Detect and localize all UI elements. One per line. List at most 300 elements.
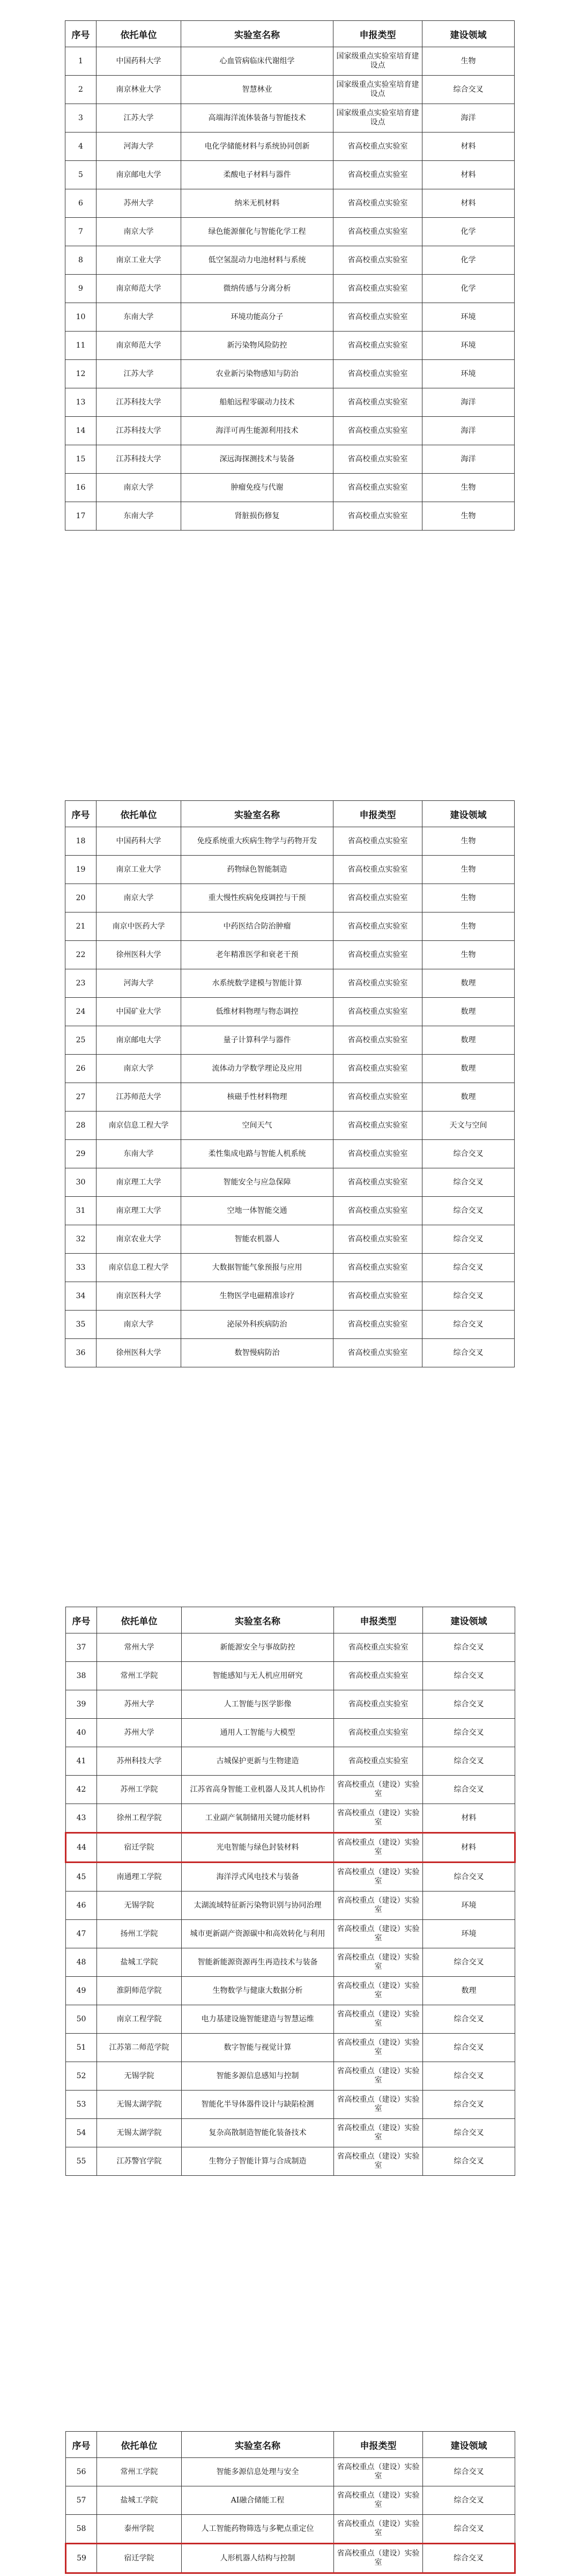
table-row [66, 1719, 515, 1747]
cell-type: 省高校重点实验室 [333, 884, 422, 912]
table-row [65, 1083, 515, 1112]
cell-unit: 南京大学 [96, 218, 181, 246]
cell-lab: 生物医学电磁精准诊疗 [181, 1282, 333, 1311]
cell-no: 57 [66, 2486, 97, 2515]
table-row [65, 912, 515, 941]
cell-lab: 古城保护更新与生物建造 [182, 1747, 334, 1776]
cell-no: 14 [65, 417, 96, 445]
cell-no: 8 [65, 246, 96, 275]
cell-no: 25 [65, 1026, 96, 1055]
cell-type: 省高校重点实验室 [333, 1026, 422, 1055]
table-row [65, 47, 515, 76]
cell-field: 生物 [422, 912, 515, 941]
table-row [65, 303, 515, 332]
cell-unit: 苏州大学 [97, 1719, 182, 1747]
cell-field: 海洋 [422, 388, 515, 417]
header-no: 序号 [65, 21, 96, 47]
cell-type: 省高校重点（建设）实验室 [334, 2005, 423, 2034]
header-field: 建设领域 [422, 801, 515, 827]
table-row [65, 1112, 515, 1140]
cell-no: 38 [66, 1662, 97, 1690]
cell-unit: 江苏科技大学 [96, 388, 181, 417]
cell-no: 42 [66, 1776, 97, 1804]
cell-no: 20 [65, 884, 96, 912]
header-type: 申报类型 [334, 2432, 423, 2458]
cell-field: 材料 [423, 1833, 515, 1863]
cell-no: 3 [65, 104, 96, 133]
cell-unit: 无锡太湖学院 [97, 2091, 182, 2119]
cell-unit: 苏州大学 [96, 189, 181, 218]
cell-field: 综合交叉 [423, 2544, 515, 2573]
cell-field: 生物 [422, 47, 515, 76]
cell-unit: 徐州医科大学 [96, 941, 181, 969]
cell-type: 省高校重点实验室 [333, 1168, 422, 1197]
cell-field: 综合交叉 [423, 2091, 515, 2119]
cell-lab: 智能多源信息感知与控制 [182, 2062, 334, 2091]
cell-unit: 江苏科技大学 [96, 417, 181, 445]
cell-lab: 城市更新副产资源碳中和高效转化与利用 [182, 1920, 334, 1948]
cell-no: 53 [66, 2091, 97, 2119]
header-unit: 依托单位 [96, 21, 181, 47]
cell-unit: 宿迁学院 [97, 1833, 182, 1863]
table-row [66, 1920, 515, 1948]
cell-unit: 中国矿业大学 [96, 998, 181, 1026]
cell-unit: 扬州工学院 [97, 1920, 182, 1948]
cell-lab: 智能化半导体器件设计与缺陷检测 [182, 2091, 334, 2119]
cell-unit: 南京理工大学 [96, 1168, 181, 1197]
header-row [66, 1607, 515, 1633]
cell-unit: 南京师范大学 [96, 332, 181, 360]
cell-no: 31 [65, 1197, 96, 1225]
cell-field: 综合交叉 [422, 1311, 515, 1339]
table-row [66, 1633, 515, 1662]
cell-lab: 生物数学与健康大数据分析 [182, 1977, 334, 2005]
cell-type: 省高校重点实验室 [334, 1633, 423, 1662]
cell-lab: 纳米无机材料 [181, 189, 333, 218]
cell-no: 28 [65, 1112, 96, 1140]
cell-lab: 智能安全与应急保障 [181, 1168, 333, 1197]
cell-unit: 江苏大学 [96, 104, 181, 133]
cell-lab: 人工智能药物筛选与多靶点重定位 [182, 2515, 334, 2544]
cell-unit: 江苏大学 [96, 360, 181, 388]
cell-type: 省高校重点实验室 [333, 417, 422, 445]
cell-field: 环境 [423, 1920, 515, 1948]
table-row [66, 2005, 515, 2034]
table-row [65, 1140, 515, 1168]
cell-unit: 无锡学院 [97, 1891, 182, 1920]
cell-type: 省高校重点（建设）实验室 [334, 1891, 423, 1920]
table-row [65, 1168, 515, 1197]
cell-type: 省高校重点实验室 [333, 1055, 422, 1083]
cell-type: 省高校重点（建设）实验室 [334, 2486, 423, 2515]
cell-lab: 药物绿色智能制造 [181, 856, 333, 884]
cell-lab: 老年精准医学和衰老干预 [181, 941, 333, 969]
cell-field: 数理 [423, 1977, 515, 2005]
cell-no: 22 [65, 941, 96, 969]
table-row [66, 2458, 515, 2486]
header-field: 建设领域 [422, 21, 515, 47]
cell-no: 49 [66, 1977, 97, 2005]
cell-type: 省高校重点（建设）实验室 [334, 1776, 423, 1804]
table-page-2 [65, 800, 515, 1367]
cell-lab: 新污染物风险防控 [181, 332, 333, 360]
cell-field: 天文与空间 [422, 1112, 515, 1140]
cell-unit: 南京医科大学 [96, 1282, 181, 1311]
cell-lab: 水系统数学建模与智能计算 [181, 969, 333, 998]
cell-field: 综合交叉 [423, 2062, 515, 2091]
cell-lab: 肾脏损伤修复 [181, 502, 333, 531]
cell-unit: 南京邮电大学 [96, 161, 181, 189]
cell-lab: 复杂高散制造智能化装备技术 [182, 2119, 334, 2147]
cell-lab: 人形机器人结构与控制 [182, 2544, 334, 2573]
cell-type: 省高校重点实验室 [333, 133, 422, 161]
header-no: 序号 [66, 1607, 97, 1633]
cell-lab: 泌尿外科疾病防治 [181, 1311, 333, 1339]
table-row [66, 1662, 515, 1690]
cell-lab: 数智慢病防治 [181, 1339, 333, 1367]
cell-field: 环境 [423, 1891, 515, 1920]
cell-lab: 生物分子智能计算与合成制造 [182, 2147, 334, 2176]
header-unit: 依托单位 [97, 2432, 182, 2458]
cell-type: 省高校重点实验室 [333, 189, 422, 218]
cell-lab: 微纳传感与分离分析 [181, 275, 333, 303]
cell-lab: 智能农机器人 [181, 1225, 333, 1254]
cell-field: 数理 [422, 1026, 515, 1055]
table-row [65, 360, 515, 388]
cell-type: 省高校重点实验室 [333, 941, 422, 969]
cell-field: 环境 [422, 332, 515, 360]
table-row [65, 856, 515, 884]
table-row [65, 133, 515, 161]
table-row [65, 998, 515, 1026]
cell-unit: 东南大学 [96, 303, 181, 332]
cell-lab: 大数据智能气象预报与应用 [181, 1254, 333, 1282]
cell-field: 数理 [422, 969, 515, 998]
cell-field: 综合交叉 [422, 1254, 515, 1282]
cell-type: 省高校重点实验室 [334, 1747, 423, 1776]
cell-no: 34 [65, 1282, 96, 1311]
cell-unit: 泰州学院 [97, 2515, 182, 2544]
cell-type: 省高校重点（建设）实验室 [334, 1977, 423, 2005]
table-row [66, 1948, 515, 1977]
cell-no: 35 [65, 1311, 96, 1339]
cell-type: 省高校重点（建设）实验室 [334, 2515, 423, 2544]
cell-type: 省高校重点实验室 [333, 856, 422, 884]
cell-unit: 徐州工程学院 [97, 1804, 182, 1833]
table-page-1 [65, 20, 515, 531]
cell-no: 16 [65, 474, 96, 502]
cell-type: 省高校重点实验室 [334, 1662, 423, 1690]
cell-no: 27 [65, 1083, 96, 1112]
cell-field: 海洋 [422, 445, 515, 474]
table-row [65, 104, 515, 133]
cell-lab: 深远海探测技术与装备 [181, 445, 333, 474]
cell-unit: 南京信息工程大学 [96, 1254, 181, 1282]
cell-type: 省高校重点实验室 [333, 161, 422, 189]
cell-unit: 南京大学 [96, 474, 181, 502]
table-row [66, 1891, 515, 1920]
cell-unit: 苏州工学院 [97, 1776, 182, 1804]
table-row [65, 1254, 515, 1282]
cell-field: 综合交叉 [422, 76, 515, 104]
cell-lab: 光电智能与绿色封装材料 [182, 1833, 334, 1863]
table-row [65, 1282, 515, 1311]
cell-type: 省高校重点实验室 [333, 388, 422, 417]
cell-no: 44 [66, 1833, 97, 1863]
cell-no: 41 [66, 1747, 97, 1776]
cell-no: 15 [65, 445, 96, 474]
table-row [65, 827, 515, 856]
table-row [65, 474, 515, 502]
cell-type: 省高校重点实验室 [333, 303, 422, 332]
table-row [65, 1026, 515, 1055]
cell-lab: 通用人工智能与大模型 [182, 1719, 334, 1747]
cell-field: 环境 [422, 360, 515, 388]
cell-lab: 船舶远程零碳动力技术 [181, 388, 333, 417]
cell-unit: 常州大学 [97, 1633, 182, 1662]
table-row [65, 76, 515, 104]
cell-type: 省高校重点（建设）实验室 [334, 1804, 423, 1833]
header-lab: 实验室名称 [182, 2432, 334, 2458]
cell-field: 数理 [422, 998, 515, 1026]
cell-field: 环境 [422, 303, 515, 332]
cell-type: 省高校重点（建设）实验室 [334, 2119, 423, 2147]
header-type: 申报类型 [333, 801, 422, 827]
table-row [66, 1863, 515, 1891]
header-lab: 实验室名称 [182, 1607, 334, 1633]
header-type: 申报类型 [333, 21, 422, 47]
cell-lab: 智慧林业 [181, 76, 333, 104]
cell-no: 11 [65, 332, 96, 360]
cell-unit: 南京理工大学 [96, 1197, 181, 1225]
cell-field: 综合交叉 [423, 1662, 515, 1690]
cell-type: 省高校重点实验室 [333, 1083, 422, 1112]
cell-unit: 南京信息工程大学 [96, 1112, 181, 1140]
cell-lab: 核磁手性材料物理 [181, 1083, 333, 1112]
cell-field: 材料 [422, 189, 515, 218]
cell-lab: 低维材料物理与物态调控 [181, 998, 333, 1026]
cell-type: 省高校重点（建设）实验室 [334, 2458, 423, 2486]
cell-lab: 中药医结合防治肿瘤 [181, 912, 333, 941]
table-row [65, 332, 515, 360]
cell-unit: 南京中医药大学 [96, 912, 181, 941]
table-row [66, 2119, 515, 2147]
cell-no: 47 [66, 1920, 97, 1948]
cell-type: 国家级重点实验室培育建设点 [333, 104, 422, 133]
cell-field: 综合交叉 [422, 1197, 515, 1225]
cell-no: 48 [66, 1948, 97, 1977]
cell-lab: 空地一体智能交通 [181, 1197, 333, 1225]
cell-field: 综合交叉 [423, 1863, 515, 1891]
cell-lab: 绿色能源催化与智能化学工程 [181, 218, 333, 246]
cell-no: 4 [65, 133, 96, 161]
cell-type: 省高校重点实验室 [333, 275, 422, 303]
cell-field: 数理 [422, 1055, 515, 1083]
cell-no: 23 [65, 969, 96, 998]
cell-no: 5 [65, 161, 96, 189]
cell-field: 综合交叉 [423, 1633, 515, 1662]
cell-field: 综合交叉 [423, 2486, 515, 2515]
cell-no: 50 [66, 2005, 97, 2034]
table-row [65, 388, 515, 417]
cell-no: 32 [65, 1225, 96, 1254]
cell-field: 生物 [422, 502, 515, 531]
cell-unit: 河海大学 [96, 133, 181, 161]
cell-lab: 新能源安全与事故防控 [182, 1633, 334, 1662]
cell-lab: 空间天气 [181, 1112, 333, 1140]
cell-type: 省高校重点实验室 [333, 1254, 422, 1282]
cell-unit: 南京工业大学 [96, 246, 181, 275]
header-field: 建设领域 [423, 2432, 515, 2458]
table-row [66, 1833, 515, 1863]
cell-field: 综合交叉 [422, 1140, 515, 1168]
cell-type: 省高校重点实验室 [333, 360, 422, 388]
cell-unit: 江苏科技大学 [96, 445, 181, 474]
cell-field: 综合交叉 [423, 2119, 515, 2147]
cell-no: 58 [66, 2515, 97, 2544]
header-lab: 实验室名称 [181, 21, 333, 47]
table-row [65, 1339, 515, 1367]
table-row [65, 502, 515, 531]
cell-type: 省高校重点（建设）实验室 [334, 2062, 423, 2091]
cell-no: 30 [65, 1168, 96, 1197]
cell-field: 生物 [422, 941, 515, 969]
cell-lab: 电化学储能材料与系统协同创新 [181, 133, 333, 161]
cell-unit: 江苏师范大学 [96, 1083, 181, 1112]
cell-field: 化学 [422, 275, 515, 303]
cell-unit: 无锡学院 [97, 2062, 182, 2091]
cell-no: 46 [66, 1891, 97, 1920]
cell-lab: 智能新能源资源再生再造技术与装备 [182, 1948, 334, 1977]
cell-type: 省高校重点实验室 [333, 1140, 422, 1168]
cell-no: 1 [65, 47, 96, 76]
cell-unit: 南京大学 [96, 1311, 181, 1339]
cell-unit: 江苏警官学院 [97, 2147, 182, 2176]
cell-type: 省高校重点实验室 [333, 1311, 422, 1339]
header-row [65, 21, 515, 47]
header-row [65, 801, 515, 827]
cell-lab: 海洋浮式风电技术与装备 [182, 1863, 334, 1891]
cell-lab: 心血管病临床代谢组学 [181, 47, 333, 76]
cell-unit: 中国药科大学 [96, 827, 181, 856]
cell-unit: 盐城工学院 [97, 2486, 182, 2515]
cell-lab: 肿瘤免疫与代谢 [181, 474, 333, 502]
cell-lab: 柔酸电子材料与器件 [181, 161, 333, 189]
cell-unit: 无锡太湖学院 [97, 2119, 182, 2147]
table-row [66, 1977, 515, 2005]
table-row [65, 1055, 515, 1083]
cell-no: 43 [66, 1804, 97, 1833]
cell-unit: 盐城工学院 [97, 1948, 182, 1977]
cell-field: 综合交叉 [423, 2147, 515, 2176]
cell-type: 国家级重点实验室培育建设点 [333, 47, 422, 76]
cell-no: 26 [65, 1055, 96, 1083]
cell-type: 省高校重点实验室 [333, 474, 422, 502]
cell-unit: 南京工程学院 [97, 2005, 182, 2034]
cell-field: 综合交叉 [422, 1168, 515, 1197]
cell-field: 材料 [422, 161, 515, 189]
cell-field: 材料 [422, 133, 515, 161]
cell-field: 生物 [422, 884, 515, 912]
cell-lab: 智能多源信息处理与安全 [182, 2458, 334, 2486]
table-page-4 [65, 2431, 516, 2574]
cell-field: 生物 [422, 474, 515, 502]
cell-type: 省高校重点实验室 [333, 445, 422, 474]
table-row [65, 218, 515, 246]
cell-no: 54 [66, 2119, 97, 2147]
cell-no: 13 [65, 388, 96, 417]
header-no: 序号 [65, 801, 96, 827]
cell-lab: 数字智能与视觉计算 [182, 2034, 334, 2062]
cell-lab: 海洋可再生能源利用技术 [181, 417, 333, 445]
cell-field: 综合交叉 [423, 1690, 515, 1719]
cell-no: 21 [65, 912, 96, 941]
cell-field: 化学 [422, 246, 515, 275]
cell-unit: 南京工业大学 [96, 856, 181, 884]
cell-unit: 南京大学 [96, 884, 181, 912]
table-row [65, 941, 515, 969]
table-row [65, 884, 515, 912]
cell-unit: 河海大学 [96, 969, 181, 998]
cell-lab: 环境功能高分子 [181, 303, 333, 332]
cell-no: 52 [66, 2062, 97, 2091]
cell-field: 综合交叉 [423, 1948, 515, 1977]
cell-field: 综合交叉 [423, 1719, 515, 1747]
cell-no: 17 [65, 502, 96, 531]
cell-type: 省高校重点（建设）实验室 [334, 1920, 423, 1948]
cell-type: 省高校重点实验室 [333, 912, 422, 941]
cell-type: 省高校重点（建设）实验室 [334, 1863, 423, 1891]
cell-unit: 南通理工学院 [97, 1863, 182, 1891]
table-page-3 [65, 1607, 516, 2176]
cell-field: 材料 [423, 1804, 515, 1833]
cell-no: 12 [65, 360, 96, 388]
cell-lab: 柔性集成电路与智能人机系统 [181, 1140, 333, 1168]
cell-no: 37 [66, 1633, 97, 1662]
cell-type: 省高校重点实验室 [333, 998, 422, 1026]
cell-type: 省高校重点实验室 [334, 1719, 423, 1747]
cell-unit: 常州工学院 [97, 2458, 182, 2486]
header-row [66, 2432, 515, 2458]
header-lab: 实验室名称 [181, 801, 333, 827]
cell-lab: 高端海洋流体装备与智能技术 [181, 104, 333, 133]
cell-no: 18 [65, 827, 96, 856]
cell-unit: 淮阴师范学院 [97, 1977, 182, 2005]
cell-field: 生物 [422, 856, 515, 884]
cell-no: 7 [65, 218, 96, 246]
cell-no: 19 [65, 856, 96, 884]
table-row [65, 1197, 515, 1225]
cell-lab: 重大慢性疾病免疫调控与干预 [181, 884, 333, 912]
cell-type: 省高校重点实验室 [333, 246, 422, 275]
cell-field: 综合交叉 [423, 2515, 515, 2544]
cell-type: 省高校重点实验室 [333, 218, 422, 246]
cell-no: 24 [65, 998, 96, 1026]
cell-field: 化学 [422, 218, 515, 246]
cell-unit: 南京林业大学 [96, 76, 181, 104]
cell-type: 省高校重点（建设）实验室 [334, 2544, 423, 2573]
header-field: 建设领域 [423, 1607, 515, 1633]
header-no: 序号 [66, 2432, 97, 2458]
cell-type: 省高校重点实验室 [333, 1112, 422, 1140]
table-row [65, 445, 515, 474]
table-row [65, 417, 515, 445]
cell-field: 综合交叉 [423, 2005, 515, 2034]
cell-unit: 东南大学 [96, 1140, 181, 1168]
table-row [65, 1225, 515, 1254]
cell-type: 省高校重点实验室 [333, 1197, 422, 1225]
cell-type: 省高校重点（建设）实验室 [334, 1833, 423, 1863]
